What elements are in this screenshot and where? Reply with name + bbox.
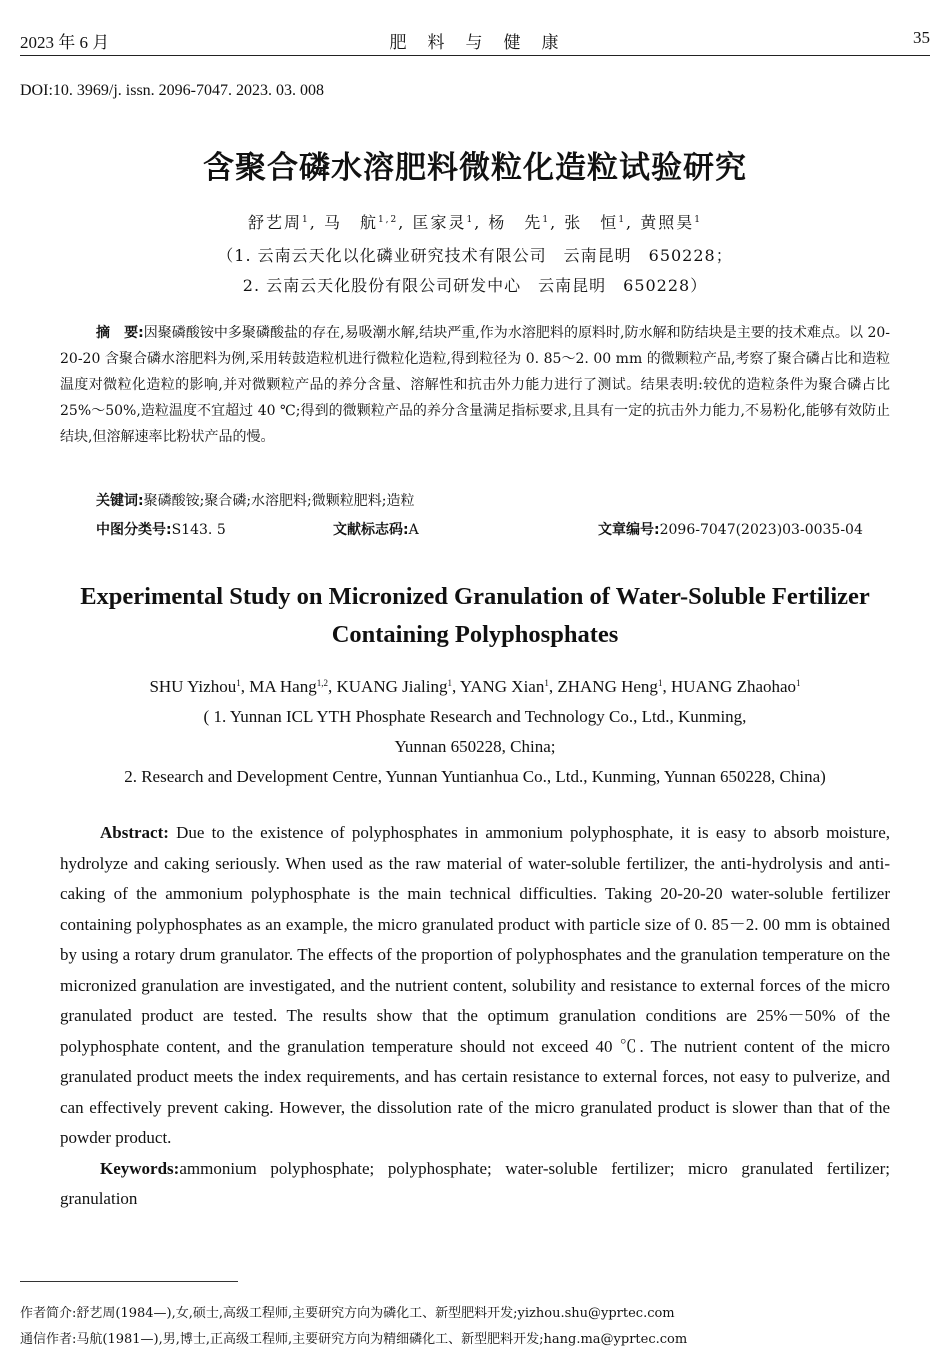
keywords-en: [60, 1154, 890, 1215]
header-page-number: 35: [913, 28, 930, 47]
keywords-cn-label: 关键词:: [96, 493, 144, 509]
header-rule: [20, 55, 930, 56]
abstract-cn-label: 摘 要:: [96, 325, 144, 341]
title-cn: 含聚合磷水溶肥料微粒化造粒试验研究: [203, 150, 747, 186]
authors-en: SHU Yizhou$^1$, MA Hang$^{1,2}$, KUANG Jialing$^1$, YANG Xian$^1$, ZHANG Heng$^1$, HUANG Zhaohao$^1$: [149, 677, 801, 696]
affiliation-en-2: Yunnan 650228, China;: [394, 737, 556, 756]
document-code: 文献标志码:A: [333, 522, 419, 538]
affiliation-cn-1: （1. 云南云天化以化磷业研究技术有限公司 云南昆明 650228；: [217, 246, 733, 265]
author-cn: 黄照昊: [640, 213, 695, 232]
author-cn: 舒艺周: [248, 213, 303, 232]
abstract-cn-text: 因聚磷酸铵中多聚磷酸盐的存在,易吸潮水解,结块严重,作为水溶肥料的原料时,防水解和防结块是主要的技术难点。以 20-20-20 含聚合磷水溶肥料为例,采用转鼓造粒机进行微粒化造粒,得到粒径为 0. 85～2. 00 mm 的微颗粒产品,考察了聚合磷占比和造粒温度对微粒化造粒的影响,并对微颗粒产品的养分含量、溶解性和抗击外力能力进行了测试。结果表明:较优的造粒条件为聚合磷占比 25%～50%,造粒温度不宜超过 40 ℃;得到的微颗粒产品的养分含量满足指标要求,且具有一定的抗击外力能力,不易粉化,能够有效防止结块,但溶解速率比粉状产品的慢。: [60, 325, 890, 445]
title-en-line-1: Experimental Study on Micronized Granulation of Water-Soluble Fertilizer: [80, 583, 870, 610]
article-number: 文章编号:2096-7047(2023)03-0035-04: [598, 522, 863, 538]
keywords-en-label: Keywords:: [100, 1158, 180, 1178]
author-en: YANG Xian: [459, 677, 545, 696]
title-en: [0, 578, 950, 654]
author-en: SHU Yizhou: [149, 677, 237, 696]
authors-cn: 舒艺周$^1$, 马 航$^{1,2}$, 匡家灵$^1$, 杨 先$^1$, 张 恒$^1$, 黄照昊$^1$: [248, 213, 702, 232]
affiliation-en-1: ( 1. Yunnan ICL YTH Phosphate Research and Technology Co., Ltd., Kunming,: [203, 707, 747, 726]
abstract-cn: [60, 320, 890, 450]
abstract-en: [60, 818, 890, 1215]
footnote-rule: [20, 1281, 238, 1282]
title-en-line-2: Containing Polyphosphates: [331, 621, 619, 648]
affiliation-cn-2: 2. 云南云天化股份有限公司研发中心 云南昆明 650228）: [242, 276, 708, 295]
affiliation-en-3: 2. Research and Development Centre, Yunnan Yuntianhua Co., Ltd., Kunming, Yunnan 650228, China): [124, 767, 826, 786]
author-en: MA Hang: [249, 677, 317, 696]
header-journal: 肥 料 与 健 康: [389, 33, 561, 52]
abstract-en-text: Due to the existence of polyphosphates in ammonium polyphosphate, it is easy to absorb moisture, hydrolyze and caking seriously. When used as the raw material of water-soluble fertilizer, the anti-hydrolysis and anti-caking of the ammonium polyphosphate is the main technical difficulties. Taking 20-20-20 water-soluble fertilizer containing polyphosphates as an example, the micro granulated product with particle size of 0. 85－2. 00 mm is obtained by using a rotary drum granulator. The effects of the proportion of polyphosphates and the granulation temperature on the micronized granulation are investigated, and the nutrient content, solubility and resistance to external forces of the micro granulated product are tested. The results show that the optimum granulation conditions are 25%－50% of the polyphosphate content, and the granulation temperature should not exceed 40 ℃. The nutrient content of the micro granulated product meets the index requirements, and has certain resistance to external forces, not easy to pulverize, and can effectively prevent caking. However, the dissolution rate of the micro granulated product is slower than that of the powder product.: [60, 823, 890, 1147]
header-date: 2023 年 6 月: [20, 33, 110, 52]
author-cn: 匡家灵: [412, 213, 467, 232]
footnote-corresponding-author: 通信作者:马航(1981—),男,博士,正高级工程师,主要研究方向为精细磷化工、新型肥料开发;hang.ma@yprtec.com: [20, 1332, 688, 1347]
author-en: HUANG Zhaohao: [670, 677, 797, 696]
author-cn: 杨 先: [488, 213, 543, 232]
author-cn: 马 航: [323, 213, 378, 232]
keywords-cn: [60, 488, 890, 514]
clc-number: 中图分类号:S143. 5: [96, 522, 226, 538]
abstract-en-label: Abstract:: [100, 823, 169, 842]
keywords-cn-text: 聚磷酸铵;聚合磷;水溶肥料;微颗粒肥料;造粒: [143, 493, 415, 509]
footnote-author-info: 作者简介:舒艺周(1984—),女,硕士,高级工程师,主要研究方向为磷化工、新型肥料开发;yizhou.shu@yprtec.com: [20, 1306, 675, 1321]
author-cn: 张 恒: [564, 213, 619, 232]
doi: DOI:10. 3969/j. issn. 2096-7047. 2023. 03. 008: [20, 82, 324, 99]
keywords-en-text: ammonium polyphosphate; polyphosphate; water-soluble fertilizer; micro granulated fertilizer; granulation: [60, 1158, 890, 1208]
author-en: ZHANG Heng: [557, 677, 658, 696]
author-en: KUANG Jialing: [336, 677, 448, 696]
